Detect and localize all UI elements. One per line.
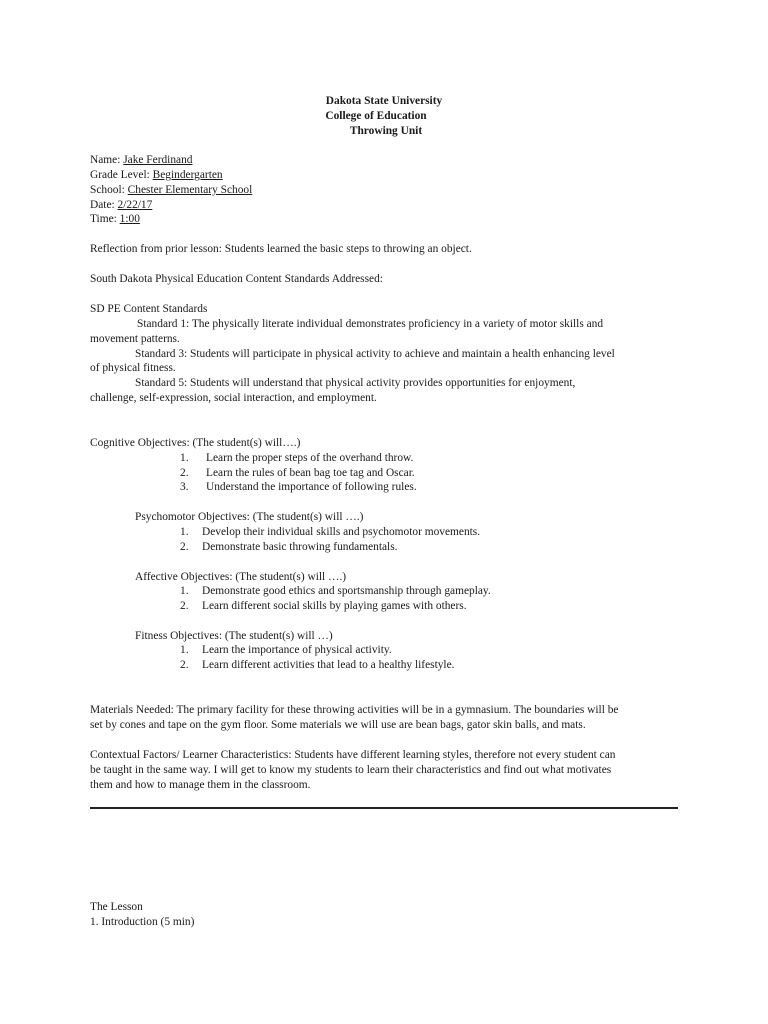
psychomotor-heading: Psychomotor Objectives: (The student(s) will ….) — [135, 511, 364, 523]
contextual-line-2: be taught in the same way. I will get to know my students to learn their characteristics and find out what motivates — [90, 764, 612, 776]
time-value: 1:00 — [119, 213, 140, 225]
list-item — [180, 525, 480, 540]
list-number: 3. — [180, 481, 189, 493]
grade-line — [90, 168, 223, 183]
affective-heading: Affective Objectives: (The student(s) will ….) — [135, 571, 347, 583]
contextual-line-3: them and how to manage them in the classroom. — [90, 779, 311, 791]
reflection-text: Reflection from prior lesson: Students learned the basic steps to throwing an object. — [90, 243, 472, 255]
materials-line-2: set by cones and tape on the gym floor. Some materials we will use are bean bags, gator skin balls, and mats. — [90, 719, 586, 731]
date-value: 2/22/17 — [117, 199, 153, 211]
cognitive-heading: Cognitive Objectives: (The student(s) will….) — [90, 437, 301, 449]
standard-1-line-2: movement patterns. — [90, 333, 180, 345]
list-item — [180, 658, 455, 673]
name-value: Jake Ferdinand — [123, 154, 193, 166]
grade-value: Begindergarten — [152, 169, 223, 181]
time-line — [90, 212, 140, 227]
list-number: 1. — [180, 452, 189, 464]
lesson-heading: The Lesson — [90, 901, 143, 913]
time-label: Time: — [90, 213, 120, 225]
standard-3-line-2: of physical fitness. — [90, 362, 176, 374]
list-item — [180, 643, 392, 658]
name-line — [90, 153, 193, 168]
list-text: Learn the proper steps of the overhand throw. — [206, 452, 414, 464]
materials-line-1: Materials Needed: The primary facility for these throwing activities will be in a gymnasium. The boundaries will be — [90, 704, 619, 716]
list-text: Understand the importance of following rules. — [206, 481, 417, 493]
list-text: Learn different activities that lead to a healthy lifestyle. — [202, 659, 455, 671]
list-number: 2. — [180, 467, 189, 479]
list-item — [180, 599, 467, 614]
date-label: Date: — [90, 199, 118, 211]
list-text: Learn the importance of physical activity. — [202, 644, 392, 656]
list-text: Demonstrate basic throwing fundamentals. — [202, 541, 398, 553]
horizontal-divider — [90, 807, 678, 809]
list-number: 2. — [180, 600, 189, 612]
college-title: College of Education — [325, 110, 427, 122]
standard-5-line-1: Standard 5: Students will understand that physical activity provides opportunities for enjoyment, — [135, 377, 576, 389]
grade-label: Grade Level: — [90, 169, 153, 181]
list-text: Demonstrate good ethics and sportsmanship through gameplay. — [202, 585, 491, 597]
standards-title: SD PE Content Standards — [90, 303, 208, 315]
list-number: 1. — [180, 585, 189, 597]
standard-5-line-2: challenge, self-expression, social interaction, and employment. — [90, 392, 377, 404]
list-item — [180, 584, 491, 599]
list-item — [180, 466, 415, 481]
school-line — [90, 183, 252, 198]
list-number: 1. — [180, 644, 189, 656]
list-number: 2. — [180, 659, 189, 671]
university-title: Dakota State University — [325, 95, 443, 107]
standard-3-line-1: Standard 3: Students will participate in physical activity to achieve and maintain a health enhancing level — [135, 348, 615, 360]
list-text: Learn the rules of bean bag toe tag and Oscar. — [206, 467, 415, 479]
list-item — [180, 480, 417, 495]
list-number: 2. — [180, 541, 189, 553]
list-item — [180, 540, 398, 555]
date-line — [90, 198, 152, 213]
name-label: Name: — [90, 154, 124, 166]
standard-1-line-1: Standard 1: The physically literate individual demonstrates proficiency in a variety of motor skills and — [137, 318, 604, 330]
contextual-line-1: Contextual Factors/ Learner Characteristics: Students have different learning styles, therefore not every student can — [90, 749, 616, 761]
list-item — [180, 451, 413, 466]
standards-heading: South Dakota Physical Education Content Standards Addressed: — [90, 273, 383, 285]
fitness-heading: Fitness Objectives: (The student(s) will …) — [135, 630, 333, 642]
school-value: Chester Elementary School — [127, 184, 253, 196]
list-text: Learn different social skills by playing games with others. — [202, 600, 467, 612]
list-number: 1. — [180, 526, 189, 538]
lesson-item-introduction: 1. Introduction (5 min) — [90, 916, 195, 928]
unit-title: Throwing Unit — [349, 125, 423, 137]
school-label: School: — [90, 184, 128, 196]
list-text: Develop their individual skills and psychomotor movements. — [202, 526, 481, 538]
